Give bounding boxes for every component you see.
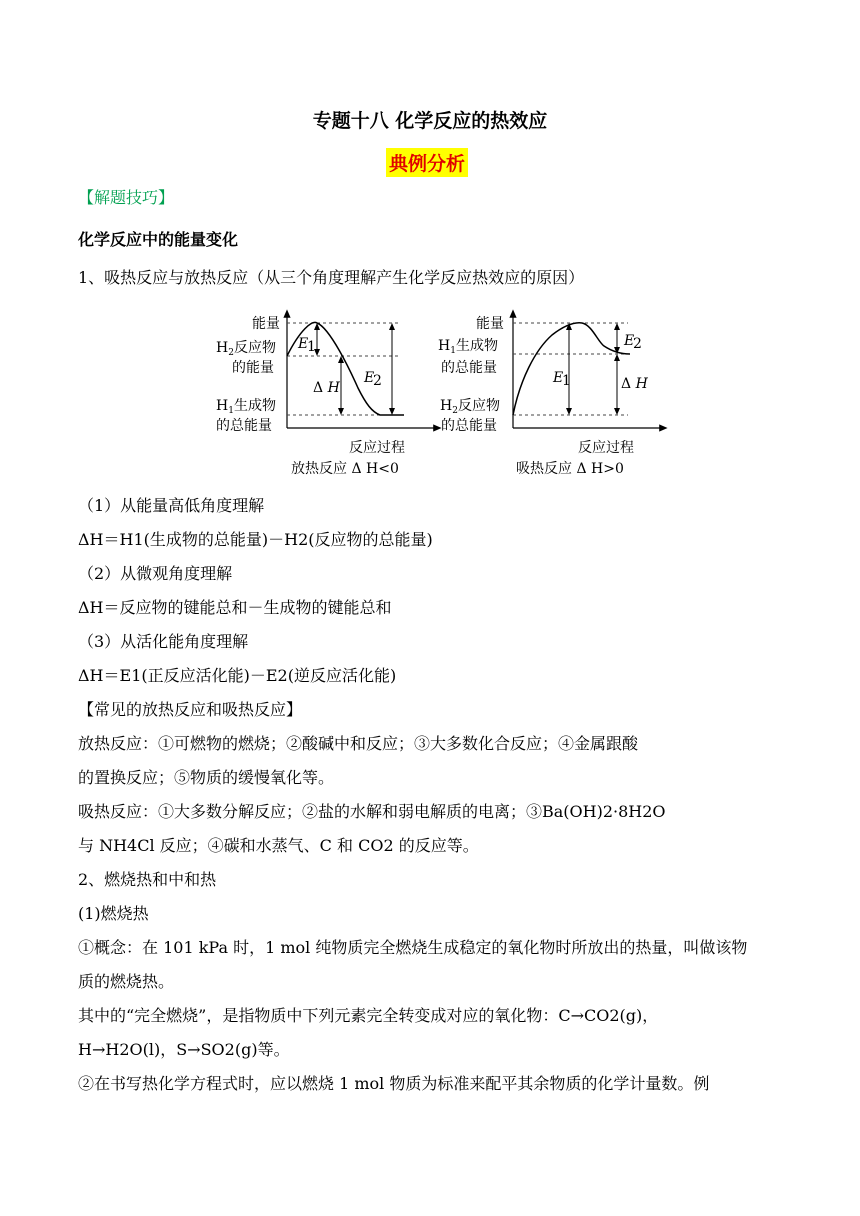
left-xlabel: 反应过程 bbox=[349, 440, 405, 456]
endo-line-1: 吸热反应：①大多数分解反应；②盐的水解和弱电解质的电离；③Ba(OH)2·8H2O bbox=[78, 802, 666, 821]
endothermic-diagram bbox=[438, 313, 664, 477]
svg-text:H1生成物: $H_1$生成物 bbox=[438, 338, 498, 356]
p3-label: （3）从活化能角度理解 bbox=[78, 632, 249, 651]
p1-label: （1）从能量高低角度理解 bbox=[78, 496, 265, 515]
svg-text:H1生成物: $H_1$生成物 bbox=[216, 398, 276, 416]
right-xlabel: 反应过程 bbox=[578, 440, 634, 456]
section-subtitle: 典例分析 bbox=[386, 148, 468, 177]
point-2: 2、燃烧热和中和热 bbox=[78, 870, 217, 889]
right-energy-label: 能量 bbox=[476, 316, 504, 332]
exothermic-diagram bbox=[216, 313, 438, 477]
svg-text:E: E bbox=[364, 370, 375, 386]
right-caption: 吸热反应 Δ H>0 bbox=[516, 461, 624, 477]
left-energy-label: 能量 bbox=[252, 316, 280, 332]
svg-text:1: 1 bbox=[307, 339, 316, 355]
svg-text:H2反应物: $H_2$反应物 bbox=[440, 398, 500, 416]
p2-formula: ΔH＝反应物的键能总和－生成物的键能总和 bbox=[78, 598, 392, 617]
p3-formula: ΔH＝E1(正反应活化能)－E2(逆反应活化能) bbox=[78, 666, 397, 685]
svg-text:E: E bbox=[624, 333, 635, 349]
svg-text:E: E bbox=[298, 336, 309, 352]
svg-text:的总能量: 的总能量 bbox=[441, 360, 497, 376]
svg-text:1: 1 bbox=[562, 373, 571, 389]
exo-line-2: 的置换反应；⑤物质的缓慢氧化等。 bbox=[78, 768, 335, 787]
common-heading: 【常见的放热反应和吸热反应】 bbox=[78, 700, 303, 719]
point-1: 1、吸热反应与放热反应（从三个角度理解产生化学反应热效应的原因） bbox=[78, 268, 585, 287]
left-caption: 放热反应 Δ H<0 bbox=[291, 461, 399, 477]
concept-line-2: 质的燃烧热。 bbox=[78, 972, 175, 991]
endo-line-2: 与 NH4Cl 反应；④碳和水蒸气、C 和 CO2 的反应等。 bbox=[78, 836, 479, 855]
tip-heading: 【解题技巧】 bbox=[78, 188, 175, 207]
svg-text:2: 2 bbox=[633, 336, 642, 352]
svg-text:H2反应物: $H_2$反应物 bbox=[216, 340, 276, 358]
energy-diagrams bbox=[0, 300, 860, 490]
topic-heading: 化学反应中的能量变化 bbox=[78, 230, 239, 249]
complete-line-1: 其中的“完全燃烧”，是指物质中下列元素完全转变成对应的氧化物：C→CO2(g)， bbox=[78, 1006, 659, 1025]
svg-text:Δ H: Δ H bbox=[313, 380, 340, 396]
p1-formula: ΔH＝H1(生成物的总能量)－H2(反应物的总能量) bbox=[78, 530, 433, 549]
exo-line-1: 放热反应：①可燃物的燃烧；②酸碱中和反应；③大多数化合反应；④金属跟酸 bbox=[78, 734, 639, 753]
complete-line-2: H→H2O(l)，S→SO2(g)等。 bbox=[78, 1040, 290, 1059]
svg-text:2: 2 bbox=[373, 373, 382, 389]
concept-line-1: ①概念：在 101 kPa 时，1 mol 纯物质完全燃烧生成稳定的氧化物时所放出的热量，叫做该物 bbox=[78, 938, 748, 957]
p2-label: （2）从微观角度理解 bbox=[78, 564, 233, 583]
svg-text:Δ H: Δ H bbox=[621, 376, 648, 392]
sub-1: (1)燃烧热 bbox=[78, 904, 149, 923]
svg-text:的能量: 的能量 bbox=[232, 360, 274, 376]
svg-text:E: E bbox=[553, 370, 564, 386]
writing-line-1: ②在书写热化学方程式时，应以燃烧 1 mol 物质为标准来配平其余物质的化学计量数。例 bbox=[78, 1074, 710, 1093]
svg-text:的总能量: 的总能量 bbox=[441, 418, 497, 434]
svg-text:的总能量: 的总能量 bbox=[216, 418, 272, 434]
page-title: 专题十八 化学反应的热效应 bbox=[312, 110, 548, 132]
